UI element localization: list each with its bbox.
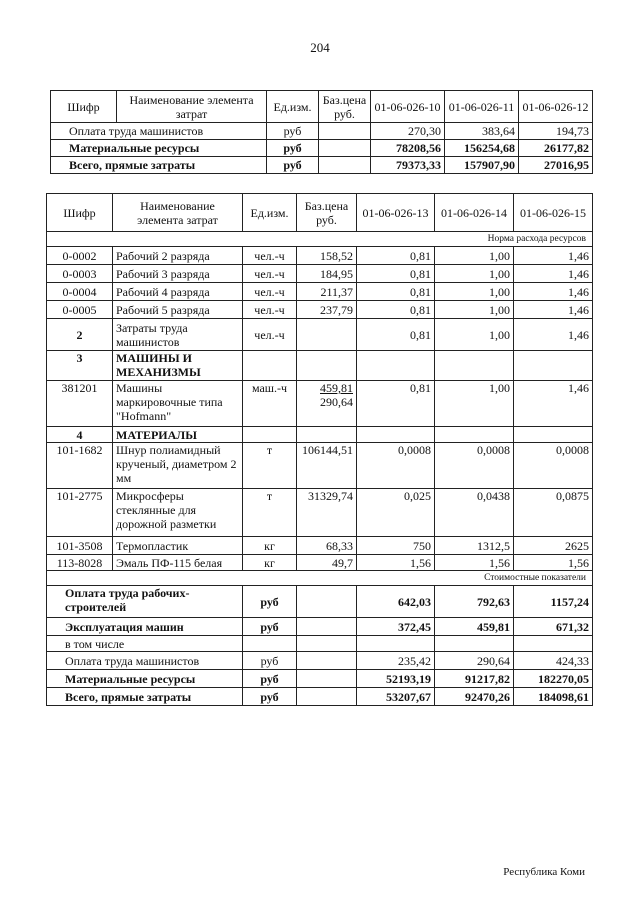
value-cell: 1,00	[435, 301, 514, 319]
unit-cell: руб	[243, 670, 297, 688]
value-cell: 1,46	[514, 265, 593, 283]
value-cell: 26177,82	[519, 140, 593, 157]
name-cell: Всего, прямые затраты	[47, 688, 243, 706]
footer-region: Республика Коми	[503, 866, 585, 878]
name-cell: Рабочий 3 разряда	[113, 265, 243, 283]
value-cell: 1,46	[514, 247, 593, 265]
table-row	[47, 489, 593, 537]
price-cell	[297, 618, 357, 636]
price-cell: 68,33	[297, 537, 357, 555]
code-cell: 113-8028	[47, 555, 113, 571]
table-row	[47, 537, 593, 555]
table-row	[51, 123, 593, 140]
unit-cell: руб	[243, 652, 297, 670]
name-cell: Материальные ресурсы	[51, 140, 267, 157]
name-cell: Всего, прямые затраты	[51, 157, 267, 174]
empty-cell	[297, 351, 357, 381]
table-row	[47, 247, 593, 265]
unit-cell: чел.-ч	[243, 319, 297, 351]
value-cell: 383,64	[445, 123, 519, 140]
table-row	[47, 381, 593, 427]
name-cell: Термопластик	[113, 537, 243, 555]
code-cell: 0-0003	[47, 265, 113, 283]
value-cell: 1157,24	[514, 586, 593, 618]
unit-cell: руб	[243, 586, 297, 618]
value-cell: 156254,68	[445, 140, 519, 157]
section-title: МАТЕРИАЛЫ	[113, 427, 243, 443]
table-row	[47, 283, 593, 301]
table-row	[51, 157, 593, 174]
code-cell: 101-2775	[47, 489, 113, 537]
unit-cell: т	[243, 489, 297, 537]
value-cell: 27016,95	[519, 157, 593, 174]
unit-cell: кг	[243, 537, 297, 555]
value-cell: 53207,67	[357, 688, 435, 706]
code-cell: 101-1682	[47, 443, 113, 489]
table-row	[47, 670, 593, 688]
section-row	[47, 351, 593, 381]
price-cell: 211,37	[297, 283, 357, 301]
price-cell	[297, 636, 357, 652]
unit-cell: руб	[267, 123, 319, 140]
value-cell: 157907,90	[445, 157, 519, 174]
value-cell: 1,00	[435, 265, 514, 283]
unit-cell: чел.-ч	[243, 301, 297, 319]
value-cell: 1312,5	[435, 537, 514, 555]
value-cell: 459,81	[435, 618, 514, 636]
header-col-14: 01-06-026-14	[435, 194, 514, 232]
table-row	[47, 443, 593, 489]
value-cell: 0,0875	[514, 489, 593, 537]
value-cell: 79373,33	[371, 157, 445, 174]
header-col-13: 01-06-026-13	[357, 194, 435, 232]
value-cell: 0,81	[357, 265, 435, 283]
table-row	[47, 555, 593, 571]
section-row	[47, 427, 593, 443]
header-name: Наименование элемента затрат	[113, 194, 243, 232]
norm-label: Норма расхода ресурсов	[47, 232, 593, 247]
table2-totals	[47, 586, 593, 706]
value-cell: 182270,05	[514, 670, 593, 688]
value-cell: 0,0008	[357, 443, 435, 489]
value-cell: 0,0008	[435, 443, 514, 489]
value-cell: 424,33	[514, 652, 593, 670]
empty-cell	[243, 351, 297, 381]
price-cell: 237,79	[297, 301, 357, 319]
value-cell: 0,81	[357, 381, 435, 427]
empty-cell	[435, 427, 514, 443]
empty-cell	[297, 427, 357, 443]
value-cell	[514, 636, 593, 652]
header-price: Баз.цена руб.	[319, 91, 371, 123]
table-row	[47, 319, 593, 351]
name-cell: Затраты труда машинистов	[113, 319, 243, 351]
table-row	[47, 586, 593, 618]
price-cell	[319, 123, 371, 140]
price-cell	[297, 670, 357, 688]
value-cell: 1,46	[514, 381, 593, 427]
value-cell: 1,56	[514, 555, 593, 571]
name-cell: Оплата труда машинистов	[47, 652, 243, 670]
value-cell: 642,03	[357, 586, 435, 618]
name-cell: Оплата труда машинистов	[51, 123, 267, 140]
empty-cell	[435, 351, 514, 381]
value-cell: 0,81	[357, 283, 435, 301]
price-cell	[297, 381, 357, 427]
table-row	[47, 618, 593, 636]
header-code: Шифр	[47, 194, 113, 232]
value-cell: 92470,26	[435, 688, 514, 706]
value-cell: 671,32	[514, 618, 593, 636]
price-cell: 31329,74	[297, 489, 357, 537]
value-cell	[435, 636, 514, 652]
value-cell: 1,56	[357, 555, 435, 571]
value-cell: 91217,82	[435, 670, 514, 688]
value-cell: 78208,56	[371, 140, 445, 157]
value-cell: 1,46	[514, 301, 593, 319]
unit-cell: т	[243, 443, 297, 489]
value-cell: 1,46	[514, 319, 593, 351]
value-cell: 0,025	[357, 489, 435, 537]
unit-cell: руб	[243, 618, 297, 636]
code-cell: 2	[47, 319, 113, 351]
value-cell: 750	[357, 537, 435, 555]
unit-cell: чел.-ч	[243, 283, 297, 301]
header-col-12: 01-06-026-12	[519, 91, 593, 123]
unit-cell: чел.-ч	[243, 247, 297, 265]
empty-cell	[357, 427, 435, 443]
table-row	[47, 688, 593, 706]
price-cell	[319, 157, 371, 174]
name-cell: Шнур полиамидный крученый, диаметром 2 мм	[113, 443, 243, 489]
value-cell: 372,45	[357, 618, 435, 636]
header-name: Наименование элемента затрат	[117, 91, 267, 123]
value-cell: 0,0438	[435, 489, 514, 537]
name-cell: Рабочий 2 разряда	[113, 247, 243, 265]
value-cell: 1,00	[435, 381, 514, 427]
section-code: 4	[47, 427, 113, 443]
value-cell: 290,64	[435, 652, 514, 670]
empty-cell	[514, 427, 593, 443]
unit-cell: руб	[267, 140, 319, 157]
name-cell: Оплата труда рабочих-строителей	[47, 586, 243, 618]
value-cell: 194,73	[519, 123, 593, 140]
empty-cell	[514, 351, 593, 381]
unit-cell: маш.-ч	[243, 381, 297, 427]
code-cell: 0-0002	[47, 247, 113, 265]
price-cell	[297, 652, 357, 670]
unit-cell: руб	[243, 688, 297, 706]
name-cell: Эксплуатация машин	[47, 618, 243, 636]
table-row	[47, 301, 593, 319]
price-cell: 49,7	[297, 555, 357, 571]
table-row	[47, 636, 593, 652]
name-cell: Микросферы стеклянные для дорожной разметки	[113, 489, 243, 537]
value-cell: 52193,19	[357, 670, 435, 688]
header-col-15: 01-06-026-15	[514, 194, 593, 232]
value-cell: 235,42	[357, 652, 435, 670]
name-cell: Машины маркировочные типа "Hofmann"	[113, 381, 243, 427]
machine-price: 459,81	[320, 381, 353, 395]
summary-table-1	[50, 90, 593, 174]
value-cell: 2625	[514, 537, 593, 555]
header-col-10: 01-06-026-10	[371, 91, 445, 123]
header-price: Баз.цена руб.	[297, 194, 357, 232]
table-row	[47, 265, 593, 283]
operator-wage: 290,64	[320, 395, 353, 409]
code-cell: 101-3508	[47, 537, 113, 555]
value-cell: 792,63	[435, 586, 514, 618]
price-cell: 106144,51	[297, 443, 357, 489]
value-cell: 1,56	[435, 555, 514, 571]
value-cell: 0,81	[357, 301, 435, 319]
header-unit: Ед.изм.	[267, 91, 319, 123]
value-cell: 1,00	[435, 247, 514, 265]
value-cell: 0,81	[357, 319, 435, 351]
code-cell: 0-0004	[47, 283, 113, 301]
value-cell: 184098,61	[514, 688, 593, 706]
section-title: МАШИНЫ И МЕХАНИЗМЫ	[113, 351, 243, 381]
cost-label: Стоимостные показатели	[47, 571, 593, 586]
name-cell: Рабочий 5 разряда	[113, 301, 243, 319]
value-cell	[357, 636, 435, 652]
unit-cell: кг	[243, 555, 297, 571]
price-cell	[319, 140, 371, 157]
unit-cell: руб	[267, 157, 319, 174]
empty-cell	[357, 351, 435, 381]
name-cell: Материальные ресурсы	[47, 670, 243, 688]
name-cell: Рабочий 4 разряда	[113, 283, 243, 301]
section-code: 3	[47, 351, 113, 381]
value-cell: 270,30	[371, 123, 445, 140]
code-cell: 0-0005	[47, 301, 113, 319]
name-cell: Эмаль ПФ-115 белая	[113, 555, 243, 571]
header-col-11: 01-06-026-11	[445, 91, 519, 123]
value-cell: 1,00	[435, 319, 514, 351]
table-row	[51, 140, 593, 157]
code-cell: 381201	[47, 381, 113, 427]
header-code: Шифр	[51, 91, 117, 123]
table1-body	[51, 123, 593, 174]
value-cell: 0,0008	[514, 443, 593, 489]
value-cell: 1,00	[435, 283, 514, 301]
price-cell	[297, 586, 357, 618]
page-number: 204	[310, 40, 330, 55]
header-unit: Ед.изм.	[243, 194, 297, 232]
name-cell: в том числе	[47, 636, 243, 652]
value-cell: 0,81	[357, 247, 435, 265]
price-cell: 184,95	[297, 265, 357, 283]
value-cell: 1,46	[514, 283, 593, 301]
table-row	[47, 652, 593, 670]
unit-cell: чел.-ч	[243, 265, 297, 283]
empty-cell	[243, 427, 297, 443]
price-cell	[297, 688, 357, 706]
unit-cell	[243, 636, 297, 652]
price-cell: 158,52	[297, 247, 357, 265]
resource-table	[46, 193, 593, 706]
price-cell	[297, 319, 357, 351]
table2-body	[47, 247, 593, 571]
